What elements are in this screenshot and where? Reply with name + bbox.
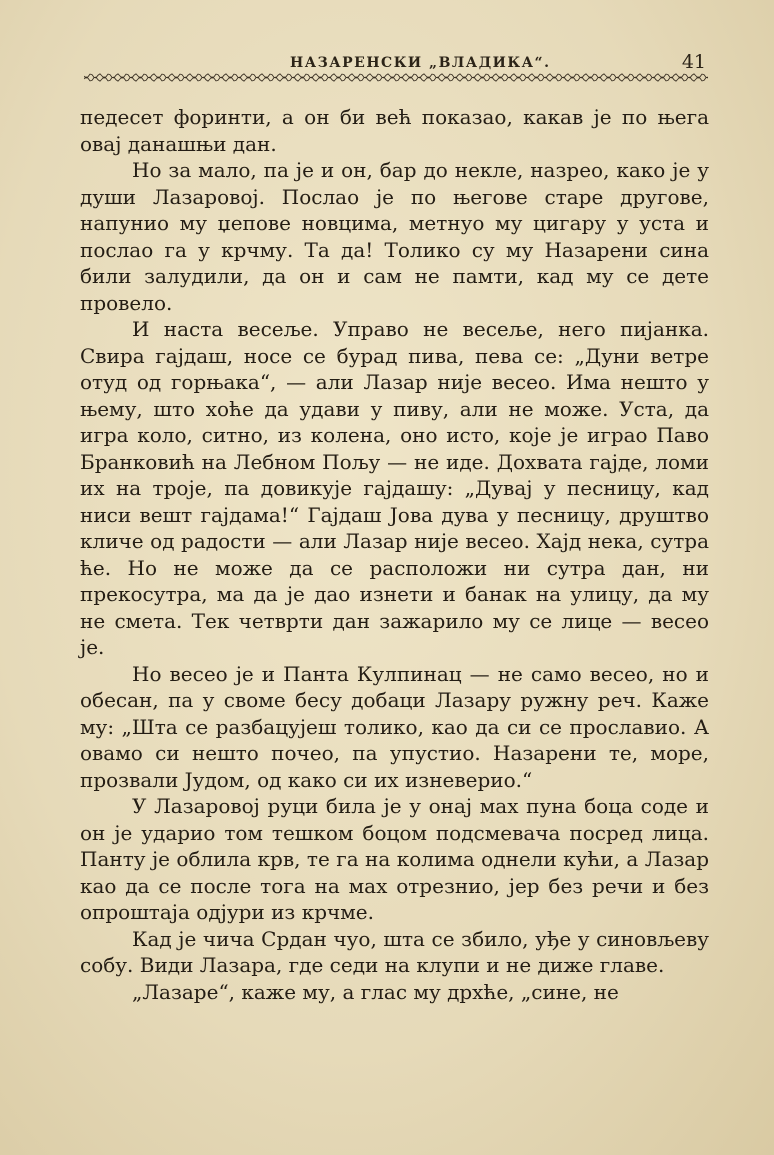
paragraph-2: Но за мало, па је и он, бар до некле, назрео, како је у души Лазаровој. Послао је по његове старе другове, напунио му џепове новцима, метнуо му цигару у уста и послао га у крчму. Та да! Толико су му Назарени сина били залудили, да он и сам не памти, кад му се дете провело. — [80, 158, 709, 315]
page-number: 41 — [681, 51, 706, 73]
decorative-wavy-rule — [84, 70, 708, 86]
body-text — [80, 104, 709, 1005]
paragraph-3: И наста весеље. Управо не весеље, него пијанка. Свира гајдаш, носе се бурад пива, пева се: „Дуни ветре отуд од горњака“, — али Лазар није весео. Има нешто у њему, што хоће да удави у пиву, али не може. Уста, да игра коло, ситно, из колена, оно исто, које је играо Паво Бранковић на Лебном Пољу — не иде. Дохвата гајде, ломи их на троје, па довикује гајдашу: „Дувај у песницу, кад ниси вешт гајдама!“ Гајдаш Јова дува у песницу, друштво кличе од радости — али Лазар није весео. Хајд нека, сутра ће. Но не може да се расположи ни сутра дан, ни прекосутра, ма да је дао изнети и банак на улицу, да му не смета. Тек четврти дан зажарило му се лице — весео је. — [80, 317, 709, 659]
paragraph-1: педесет форинти, а он би већ показао, какав је по њега овај данашњи дан. — [80, 105, 709, 156]
paragraph-5: У Лазаровој руци била је у онај мах пуна боца соде и он је ударио том тешком боцом подсмевача посред лица. Панту је облила крв, те га на колима однели кући, а Лазар као да се после тога на мах отрезнио, јер без речи и без опроштаја одјури из крчме. — [80, 794, 709, 924]
paragraph-4: Но весео је и Панта Кулпинац — не само весео, но и обесан, па у своме бесу добаци Лазару ружну реч. Каже му: „Шта се разбацујеш толико, као да си се прославио. А овамо си нешто почео, па упустио. Назарени те, море, прозвали Јудом, од како си их изневерио.“ — [80, 661, 709, 792]
paragraph-7: „Лазаре“, каже му, а глас му дрхће, „сине, не — [132, 979, 619, 1004]
paragraph-6: Кад је чича Срдан чуо, шта се збило, уђе у синовљеву собу. Види Лазара, где седи на клупи и не диже главе. — [80, 926, 709, 977]
running-title: НАЗАРЕНСКИ „ВЛАДИКА“. — [290, 55, 551, 71]
